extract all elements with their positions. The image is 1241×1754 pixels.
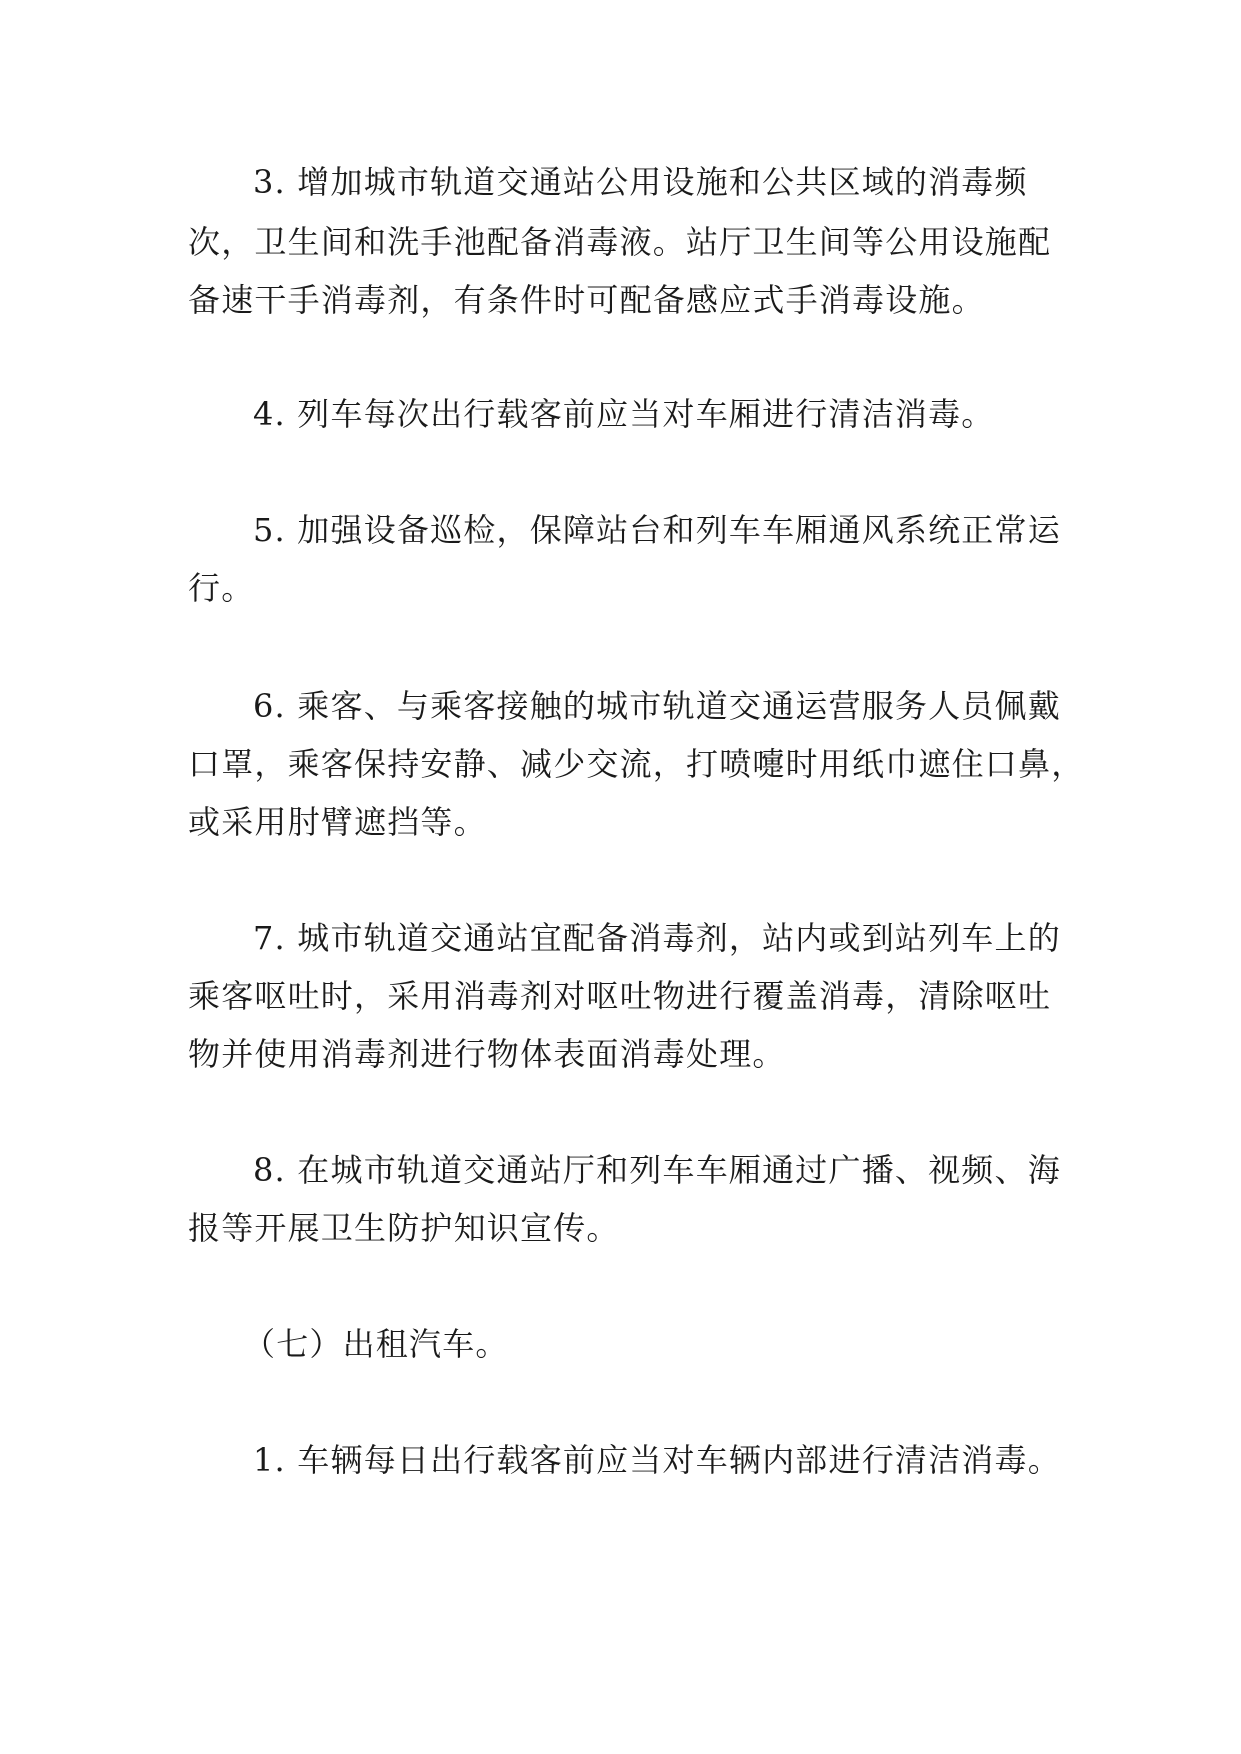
paragraph-item-8-line-2: 报等开展卫生防护知识宣传。 xyxy=(188,1209,620,1247)
paragraph-item-3-line-3: 备速干手消毒剂，有条件时可配备感应式手消毒设施。 xyxy=(188,281,985,319)
paragraph-item-6-line-3: 或采用肘臂遮挡等。 xyxy=(188,803,487,841)
section-heading-taxi: （七）出租汽车。 xyxy=(243,1325,509,1363)
paragraph-item-4-line-1: 4. 列车每次出行载客前应当对车厢进行清洁消毒。 xyxy=(253,395,995,433)
paragraph-item-8-line-1: 8. 在城市轨道交通站厅和列车车厢通过广播、视频、海 xyxy=(253,1151,1061,1189)
paragraph-item-5-line-2: 行。 xyxy=(188,569,255,607)
paragraph-item-7-line-3: 物并使用消毒剂进行物体表面消毒处理。 xyxy=(188,1035,786,1073)
paragraph-item-7-line-1: 7. 城市轨道交通站宜配备消毒剂，站内或到站列车上的 xyxy=(253,919,1061,957)
paragraph-item-6-line-1: 6. 乘客、与乘客接触的城市轨道交通运营服务人员佩戴 xyxy=(253,687,1061,725)
paragraph-item-5-line-1: 5. 加强设备巡检，保障站台和列车车厢通风系统正常运 xyxy=(253,511,1061,549)
paragraph-item-3-line-2: 次，卫生间和洗手池配备消毒液。站厅卫生间等公用设施配 xyxy=(188,223,1052,261)
paragraph-item-3-line-1: 3. 增加城市轨道交通站公用设施和公共区域的消毒频 xyxy=(253,163,1028,201)
paragraph-item-6-line-2: 口罩，乘客保持安静、减少交流，打喷嚏时用纸巾遮住口鼻， xyxy=(188,745,1085,783)
paragraph-taxi-item-1-line-1: 1. 车辆每日出行载客前应当对车辆内部进行清洁消毒。 xyxy=(253,1441,1061,1479)
paragraph-item-7-line-2: 乘客呕吐时，采用消毒剂对呕吐物进行覆盖消毒，清除呕吐 xyxy=(188,977,1052,1015)
